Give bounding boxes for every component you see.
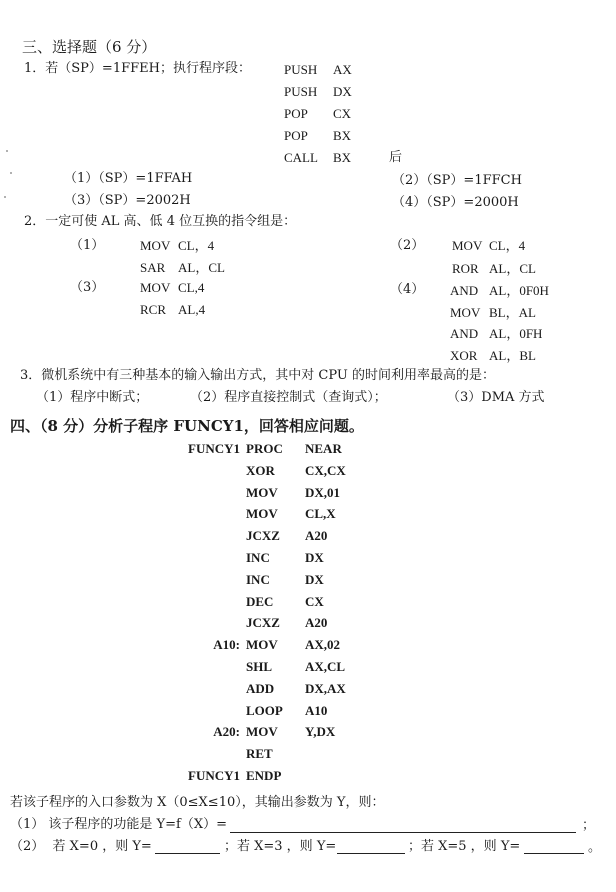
funcy1-code-op: XOR xyxy=(246,463,275,478)
q2-code-arg: AL,4 xyxy=(178,302,206,317)
funcy1-code-op: ADD xyxy=(246,681,275,696)
q1-code-arg: AX xyxy=(333,62,352,77)
funcy1-code-op: INC xyxy=(246,572,270,587)
answer-blank-x5[interactable] xyxy=(524,853,584,854)
q1-code-op: CALL xyxy=(284,150,318,165)
sec4-question-2-x5: ；若 X=5 ，则 Y= xyxy=(408,839,521,854)
q1-option-4: （4）（SP）=2000H xyxy=(392,195,519,210)
funcy1-code-op: MOV xyxy=(246,485,278,500)
funcy1-code-arg: A10 xyxy=(305,703,328,718)
q1-stem: 1．若（SP）=1FFEH；执行程序段： xyxy=(24,61,251,76)
q2-code-arg: AL，BL xyxy=(489,348,536,363)
q2-code-op: MOV xyxy=(452,238,483,253)
q3-option-2: （2）程序直接控制式（查询式）； xyxy=(190,390,387,405)
funcy1-code-arg: CX,CX xyxy=(305,463,346,478)
q2-code-op: MOV xyxy=(140,280,171,295)
q3-option-1: （1）程序中断式； xyxy=(36,390,149,405)
funcy1-code-op: MOV xyxy=(246,506,278,521)
answer-blank-x3[interactable] xyxy=(337,853,405,854)
funcy1-code-op: SHL xyxy=(246,659,273,674)
funcy1-code-arg: Y,DX xyxy=(305,724,336,739)
q2-code-op: AND xyxy=(450,326,479,341)
q2-code-op: ROR xyxy=(452,261,479,276)
q2-code-arg: AL，0F0H xyxy=(489,283,549,298)
q1-code-op: PUSH xyxy=(284,84,318,99)
q2-code-arg: CL，4 xyxy=(489,238,526,253)
section-3-heading: 三、选择题（6 分） xyxy=(22,38,157,56)
q2-option-1-label: （1） xyxy=(70,238,105,253)
scan-speck xyxy=(10,172,12,174)
funcy1-code-arg: CX xyxy=(305,594,324,609)
scan-speck xyxy=(6,150,8,152)
q1-code-op: POP xyxy=(284,128,308,143)
funcy1-code-arg: DX,01 xyxy=(305,485,341,500)
q3-option-3: （3）DMA 方式 xyxy=(447,390,545,405)
q1-code-arg: BX xyxy=(333,150,352,165)
sec4-question-2-end: 。 xyxy=(588,840,602,855)
q2-stem: 2．一定可使 AL 高、低 4 位互换的指令组是： xyxy=(24,214,297,229)
q2-option-3-label: （3） xyxy=(70,280,105,295)
q2-code-op: RCR xyxy=(140,302,167,317)
funcy1-code-arg: AX,CL xyxy=(305,659,346,674)
funcy1-code-op: PROC xyxy=(246,441,283,456)
q1-code-op: POP xyxy=(284,106,308,121)
funcy1-code-arg: A20 xyxy=(305,528,328,543)
q1-code-op: PUSH xyxy=(284,62,318,77)
answer-blank-x0[interactable] xyxy=(155,853,220,854)
funcy1-code-op: MOV xyxy=(246,724,278,739)
funcy1-code-op: JCXZ xyxy=(246,615,280,630)
funcy1-code-op: MOV xyxy=(246,637,278,652)
q2-code-op: MOV xyxy=(450,305,481,320)
q2-code-arg: AL，0FH xyxy=(489,326,543,341)
q2-code-op: SAR xyxy=(140,260,166,275)
q1-code-arg: BX xyxy=(333,128,352,143)
q2-code-arg: CL，4 xyxy=(178,238,215,253)
q3-stem: 3．微机系统中有三种基本的输入输出方式，其中对 CPU 的时间利用率最高的是： xyxy=(20,368,495,383)
q1-option-3: （3）（SP）=2002H xyxy=(64,193,191,208)
sec4-question-2: （2） 若 X=0 ，则 Y= xyxy=(10,839,152,854)
q2-code-arg: AL，CL xyxy=(489,261,536,276)
sec4-question-2-x3: ；若 X=3 ，则 Y= xyxy=(224,839,337,854)
funcy1-code-arg: CL,X xyxy=(305,506,336,521)
funcy1-code-arg: DX,AX xyxy=(305,681,346,696)
funcy1-code-op: DEC xyxy=(246,594,274,609)
q2-code-arg: AL，CL xyxy=(178,260,225,275)
q2-code-op: XOR xyxy=(450,348,478,363)
q2-code-op: MOV xyxy=(140,238,171,253)
q1-option-1: （1）（SP）=1FFAH xyxy=(64,171,193,186)
funcy1-code-label: FUNCY1 xyxy=(188,768,240,783)
funcy1-code-label: A10: xyxy=(213,637,240,652)
funcy1-code-arg: DX xyxy=(305,572,324,587)
q2-code-arg: BL，AL xyxy=(489,305,536,320)
funcy1-code-label: A20: xyxy=(213,724,240,739)
q2-code-op: AND xyxy=(450,283,479,298)
q1-code-arg: CX xyxy=(333,106,352,121)
q2-code-arg: CL,4 xyxy=(178,280,205,295)
funcy1-code-op: ENDP xyxy=(246,768,282,783)
sec4-question-1-end: ； xyxy=(582,818,596,833)
sec4-question-1: （1） 该子程序的功能是 Y=f（X）= xyxy=(10,817,227,832)
section-4-heading: 四、（8 分）分析子程序 FUNCY1，回答相应问题。 xyxy=(10,417,364,435)
funcy1-code-arg: A20 xyxy=(305,615,328,630)
q1-option-2: （2）（SP）=1FFCH xyxy=(392,173,522,188)
funcy1-code-arg: DX xyxy=(305,550,324,565)
funcy1-code-op: JCXZ xyxy=(246,528,280,543)
answer-blank-1[interactable] xyxy=(230,832,576,833)
funcy1-code-op: INC xyxy=(246,550,270,565)
sec4-intro: 若该子程序的入口参数为 X（0≤X≤10），其输出参数为 Y，则： xyxy=(10,795,385,810)
funcy1-code-op: RET xyxy=(246,746,273,761)
q1-code-arg: DX xyxy=(333,84,352,99)
funcy1-code-arg: AX,02 xyxy=(305,637,341,652)
q1-after: 后 xyxy=(389,150,403,165)
funcy1-code-label: FUNCY1 xyxy=(188,441,240,456)
funcy1-code-op: LOOP xyxy=(246,703,283,718)
q2-option-4-label: （4） xyxy=(390,282,425,297)
q2-option-2-label: （2） xyxy=(390,238,425,253)
funcy1-code-arg: NEAR xyxy=(305,441,342,456)
scan-speck xyxy=(4,196,6,198)
